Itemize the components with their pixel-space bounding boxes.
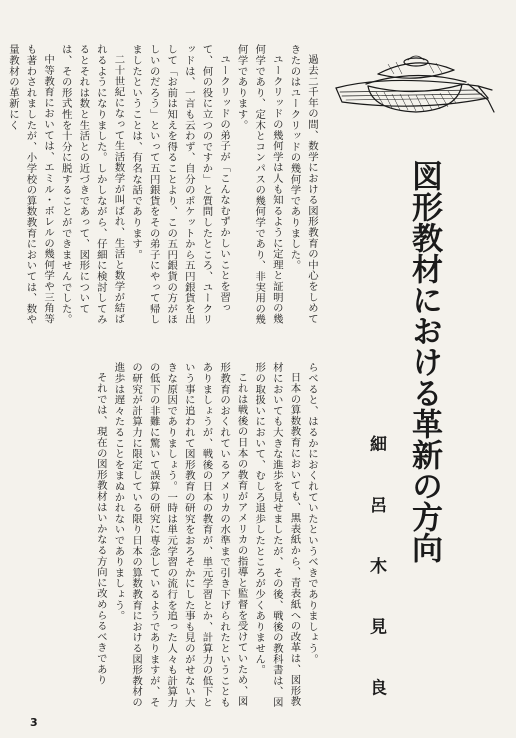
article-title: 図形教材における革新の方向 [406, 160, 442, 563]
bowl-illustration [328, 40, 498, 128]
paragraph: 二十世紀になって生活数学が叫ばれ、生活と数学が結ばれるようになりました。しかしながら、仔細に検討してみるとそれは数と生活との近づきであって、図形については、その形式性を十分に脱することができませんでした。 [59, 44, 125, 325]
paragraph: らべると、はるかにおくれていたというべきでありましょう。 [306, 362, 318, 665]
paragraph: ユークリッドの弟子が「こんなむずかしいことを習って、何の役に立つのですか」と質問したところ、ユークリッドは、一言も云わず、自分のポケットから五円銀貨を出して「お前は知えを得ることより、この五円銀貨の方がほしいのだろう」といって五円銀貨をその弟子にやって帰しましたということは、有名な話であります。 [130, 44, 231, 325]
body-text-upper [6, 44, 320, 330]
page-number: 3 [30, 716, 38, 729]
paragraph: 過去二千年の間、数学における図形教育の中心をしめてきたのはユークリッドの幾何学でありました。 [288, 44, 318, 325]
paragraph: これは戦後の日本の教育がアメリカの指導と監督を受けていため、図形教育のおくれているアメリカの水準まで引き下げられたということもありましょうが、戦後の日本の教育が、単元学習とか、計算力の低下という事に追われて図形教育の研究をおろそかにした事も見のがせない大きな原因でありましょう。一時は単元学習の流行を追った人々も計算力の低下の非難に驚いて誤算の研究に専念しているようでありますが、その研究が計算力に限定している限り日本の算数教育における図形教材の進歩は遅々たることをまぬかれないでありましょう。 [112, 362, 248, 708]
paragraph: 日本の算数教育においても、黒表紙から、青表紙への改革は、図形教材においても大きな進歩を見せましたが、その後、戦後の教科書は、図形の取扱いにおいて、むしろ退歩したところが少くありません。 [253, 362, 301, 708]
paragraph: ユークリッドの幾何学は人も知るように定理と証明の幾何学であり、定木とコンパスの幾何学であり、非実用の幾何学であります。 [235, 44, 283, 325]
body-text-lower [20, 362, 320, 717]
author-name: 細 呂 木 見 良 [366, 435, 386, 715]
paragraph: それでは、現在の図形教材はいかなる方向に改めらるべきであり [94, 372, 107, 686]
paragraph: 中等教育においては、エミル・ボレルの幾何学や三角等も著わされましたが、小学校の算数教育においては、数や量教材の革新にく [6, 44, 55, 325]
